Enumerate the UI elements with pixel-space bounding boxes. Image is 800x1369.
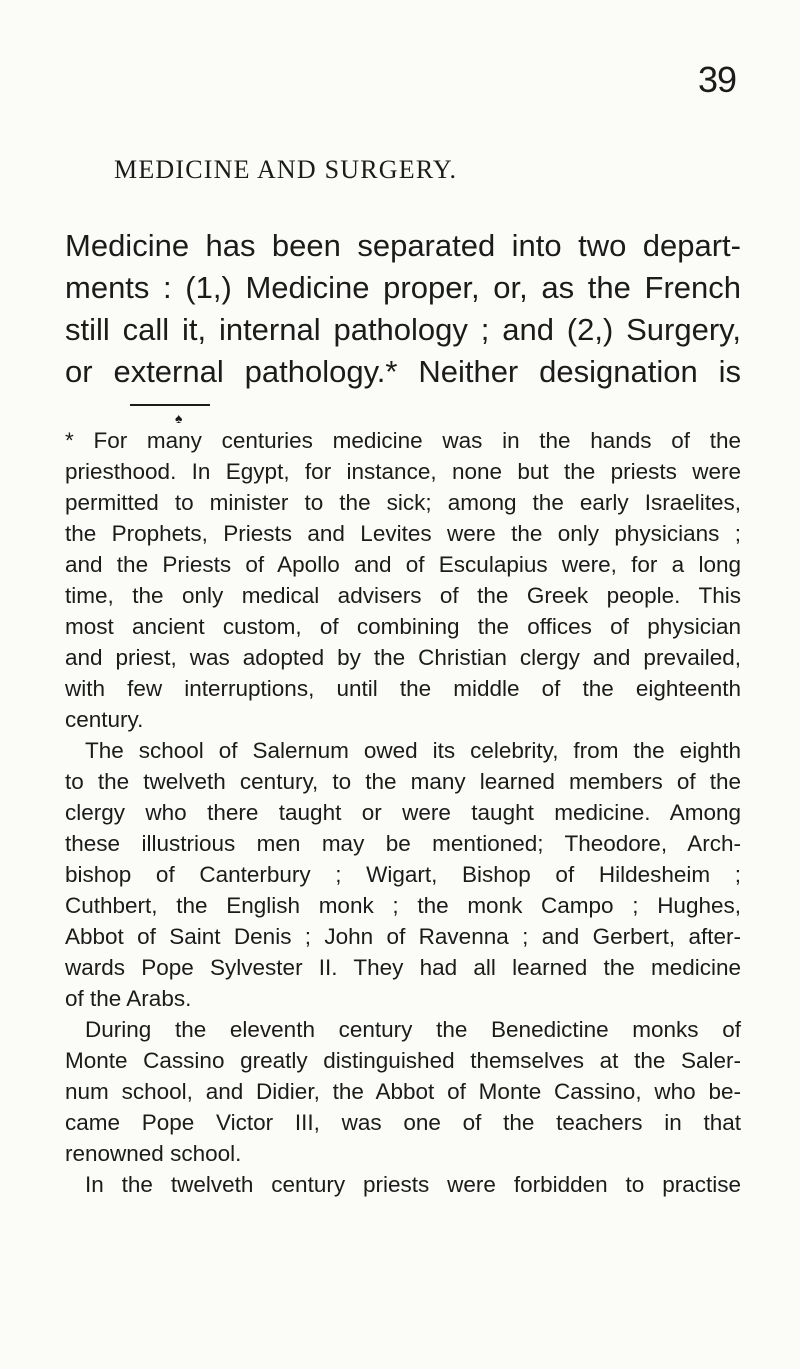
footnote-line: the Prophets, Priests and Levites were the only physicians ; bbox=[65, 521, 741, 546]
footnote-line: time, the only medical advisers of the Greek people. This bbox=[65, 583, 741, 608]
footnote-line: Abbot of Saint Denis ; John of Ravenna ; and Gerbert, after- bbox=[65, 924, 741, 949]
footnote-line: The school of Salernum owed its celebrity, from the eighth bbox=[85, 738, 741, 763]
main-text bbox=[65, 225, 741, 393]
footnote-line: clergy who there taught or were taught medicine. Among bbox=[65, 800, 741, 825]
footnote-line: bishop of Canterbury ; Wigart, Bishop of Hildesheim ; bbox=[65, 862, 741, 887]
page-number: 39 bbox=[698, 59, 737, 100]
footnote-line: with few interruptions, until the middle of the eighteenth bbox=[65, 676, 741, 701]
running-head: MEDICINE AND SURGERY. bbox=[114, 155, 458, 184]
main-text-line: or external pathology.* Neither designation is bbox=[65, 354, 741, 389]
footnote-line: * For many centuries medicine was in the hands of the bbox=[65, 428, 741, 453]
footnote-line: to the twelveth century, to the many learned members of the bbox=[65, 769, 741, 794]
footnote-line: and priest, was adopted by the Christian clergy and prevailed, bbox=[65, 645, 741, 670]
footnote-line: renowned school. bbox=[65, 1141, 242, 1166]
footnote-line: most ancient custom, of combining the offices of physician bbox=[65, 614, 741, 639]
main-text-line: Medicine has been separated into two depart- bbox=[65, 228, 741, 263]
footnote-line: came Pope Victor III, was one of the teachers in that bbox=[65, 1110, 741, 1135]
footnote-line: num school, and Didier, the Abbot of Monte Cassino, who be- bbox=[65, 1079, 741, 1104]
footnote-line: priesthood. In Egypt, for instance, none but the priests were bbox=[65, 459, 741, 484]
footnote-line: of the Arabs. bbox=[65, 986, 192, 1011]
footnote-marker: ♠ bbox=[175, 410, 183, 426]
footnote-line: In the twelveth century priests were forbidden to practise bbox=[85, 1172, 741, 1197]
main-text-line: still call it, internal pathology ; and (2,) Surgery, bbox=[65, 312, 741, 347]
footnote-line: wards Pope Sylvester II. They had all learned the medicine bbox=[65, 955, 741, 980]
footnote-line: century. bbox=[65, 707, 144, 732]
footnote-line: these illustrious men may be mentioned; Theodore, Arch- bbox=[65, 831, 741, 856]
footnote-line: During the eleventh century the Benedictine monks of bbox=[85, 1017, 741, 1042]
footnote-line: Cuthbert, the English monk ; the monk Campo ; Hughes, bbox=[65, 893, 741, 918]
footnote-line: permitted to minister to the sick; among the early Israelites, bbox=[65, 490, 741, 515]
footnote-rule bbox=[130, 404, 210, 406]
main-text-line: ments : (1,) Medicine proper, or, as the French bbox=[65, 270, 741, 305]
footnote-text bbox=[65, 425, 741, 1200]
footnote-line: and the Priests of Apollo and of Esculapius were, for a long bbox=[65, 552, 741, 577]
footnote-line: Monte Cassino greatly distinguished themselves at the Saler- bbox=[65, 1048, 741, 1073]
